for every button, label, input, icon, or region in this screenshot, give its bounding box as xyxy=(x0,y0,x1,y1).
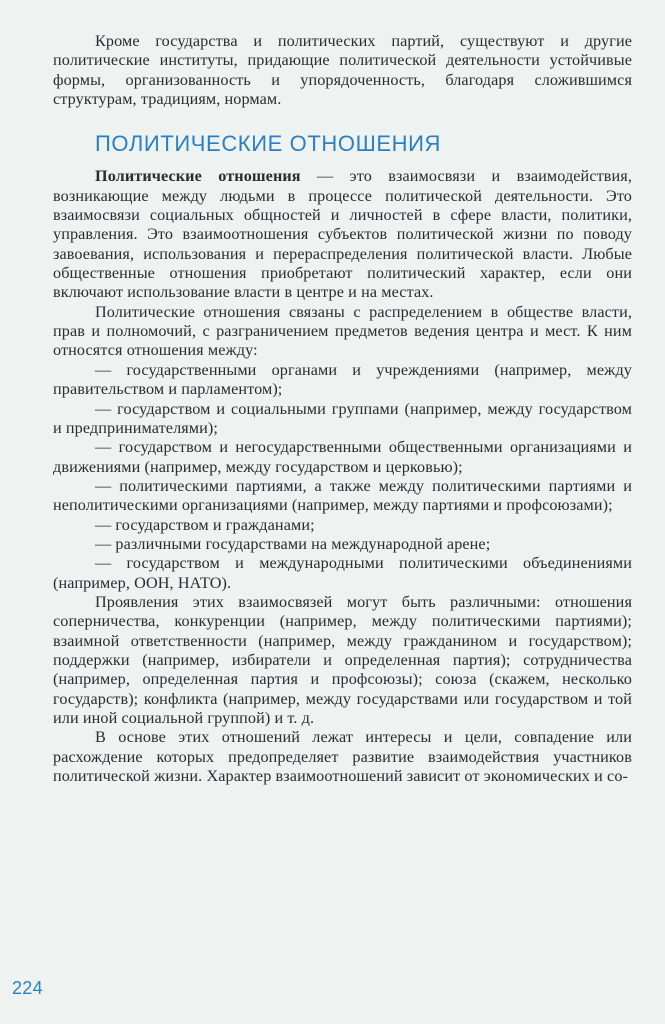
intro-paragraph: Кроме государства и политических партий, существуют и другие политические институты, придающие политической деятельности устойчивые формы, организованность и упорядоченность, благодаря сложившимся структурам, традициям, нормам. xyxy=(53,32,632,109)
list-item: — политическими партиями, а также между политическими партиями и неполитическими организациями (например, между партиями и профсоюзами); xyxy=(53,476,632,515)
forms-paragraph: Проявления этих взаимосвязей могут быть различными: отношения соперничества, конкуренции (например, между политическими партиями); взаимной ответственности (например, между гражданином и государством); поддержки (например, избиратели и определенная партия); сотрудничества (например, определенная партия и профсоюзы); союза (скажем, несколько государств); конфликта (например, между государствами или государством и той или иной социальной группой) и т. д. xyxy=(53,592,632,727)
basis-paragraph: В основе этих отношений лежат интересы и цели, совпадение или расхождение которых предопределяет развитие взаимодействия участников политической жизни. Характер взаимоотношений зависит от экономических и со- xyxy=(53,728,632,786)
list-item: — государственными органами и учреждениями (например, между правительством и парламентом); xyxy=(53,360,632,399)
page-number: 224 xyxy=(12,978,43,998)
relations-list xyxy=(53,361,632,593)
list-item: — государством и социальными группами (например, между государством и предпринимателями); xyxy=(53,399,632,437)
list-item: — различными государствами на международной арене; xyxy=(95,534,491,553)
defined-term: Политические отношения xyxy=(95,167,301,186)
list-item: — государством и международными политическими объединениями (например, ООН, НАТО). xyxy=(53,554,632,592)
definition-text: — это взаимосвязи и взаимодействия, возникающие между людьми в процессе политической деятельности. Это взаимосвязи социальных общностей и личностей в сфере власти, политики, управления. Это взаимоотношения субъектов политической жизни по поводу завоевания, использования и перераспределения политической власти. Любые общественные отношения приобретают политический характер, если они включают использование власти в центре и на местах. xyxy=(53,167,632,302)
section-heading: ПОЛИТИЧЕСКИЕ ОТНОШЕНИЯ xyxy=(95,131,441,157)
definition-paragraph xyxy=(53,167,632,302)
relations-paragraph: Политические отношения связаны с распределением в обществе власти, прав и полномочий, с разграничением предметов ведения центра и мест. К ним относятся отношения между: xyxy=(53,302,632,360)
list-item: — государством и гражданами; xyxy=(95,515,315,534)
list-item: — государством и негосударственными общественными организациями и движениями (например, между государством и церковью); xyxy=(53,438,632,476)
